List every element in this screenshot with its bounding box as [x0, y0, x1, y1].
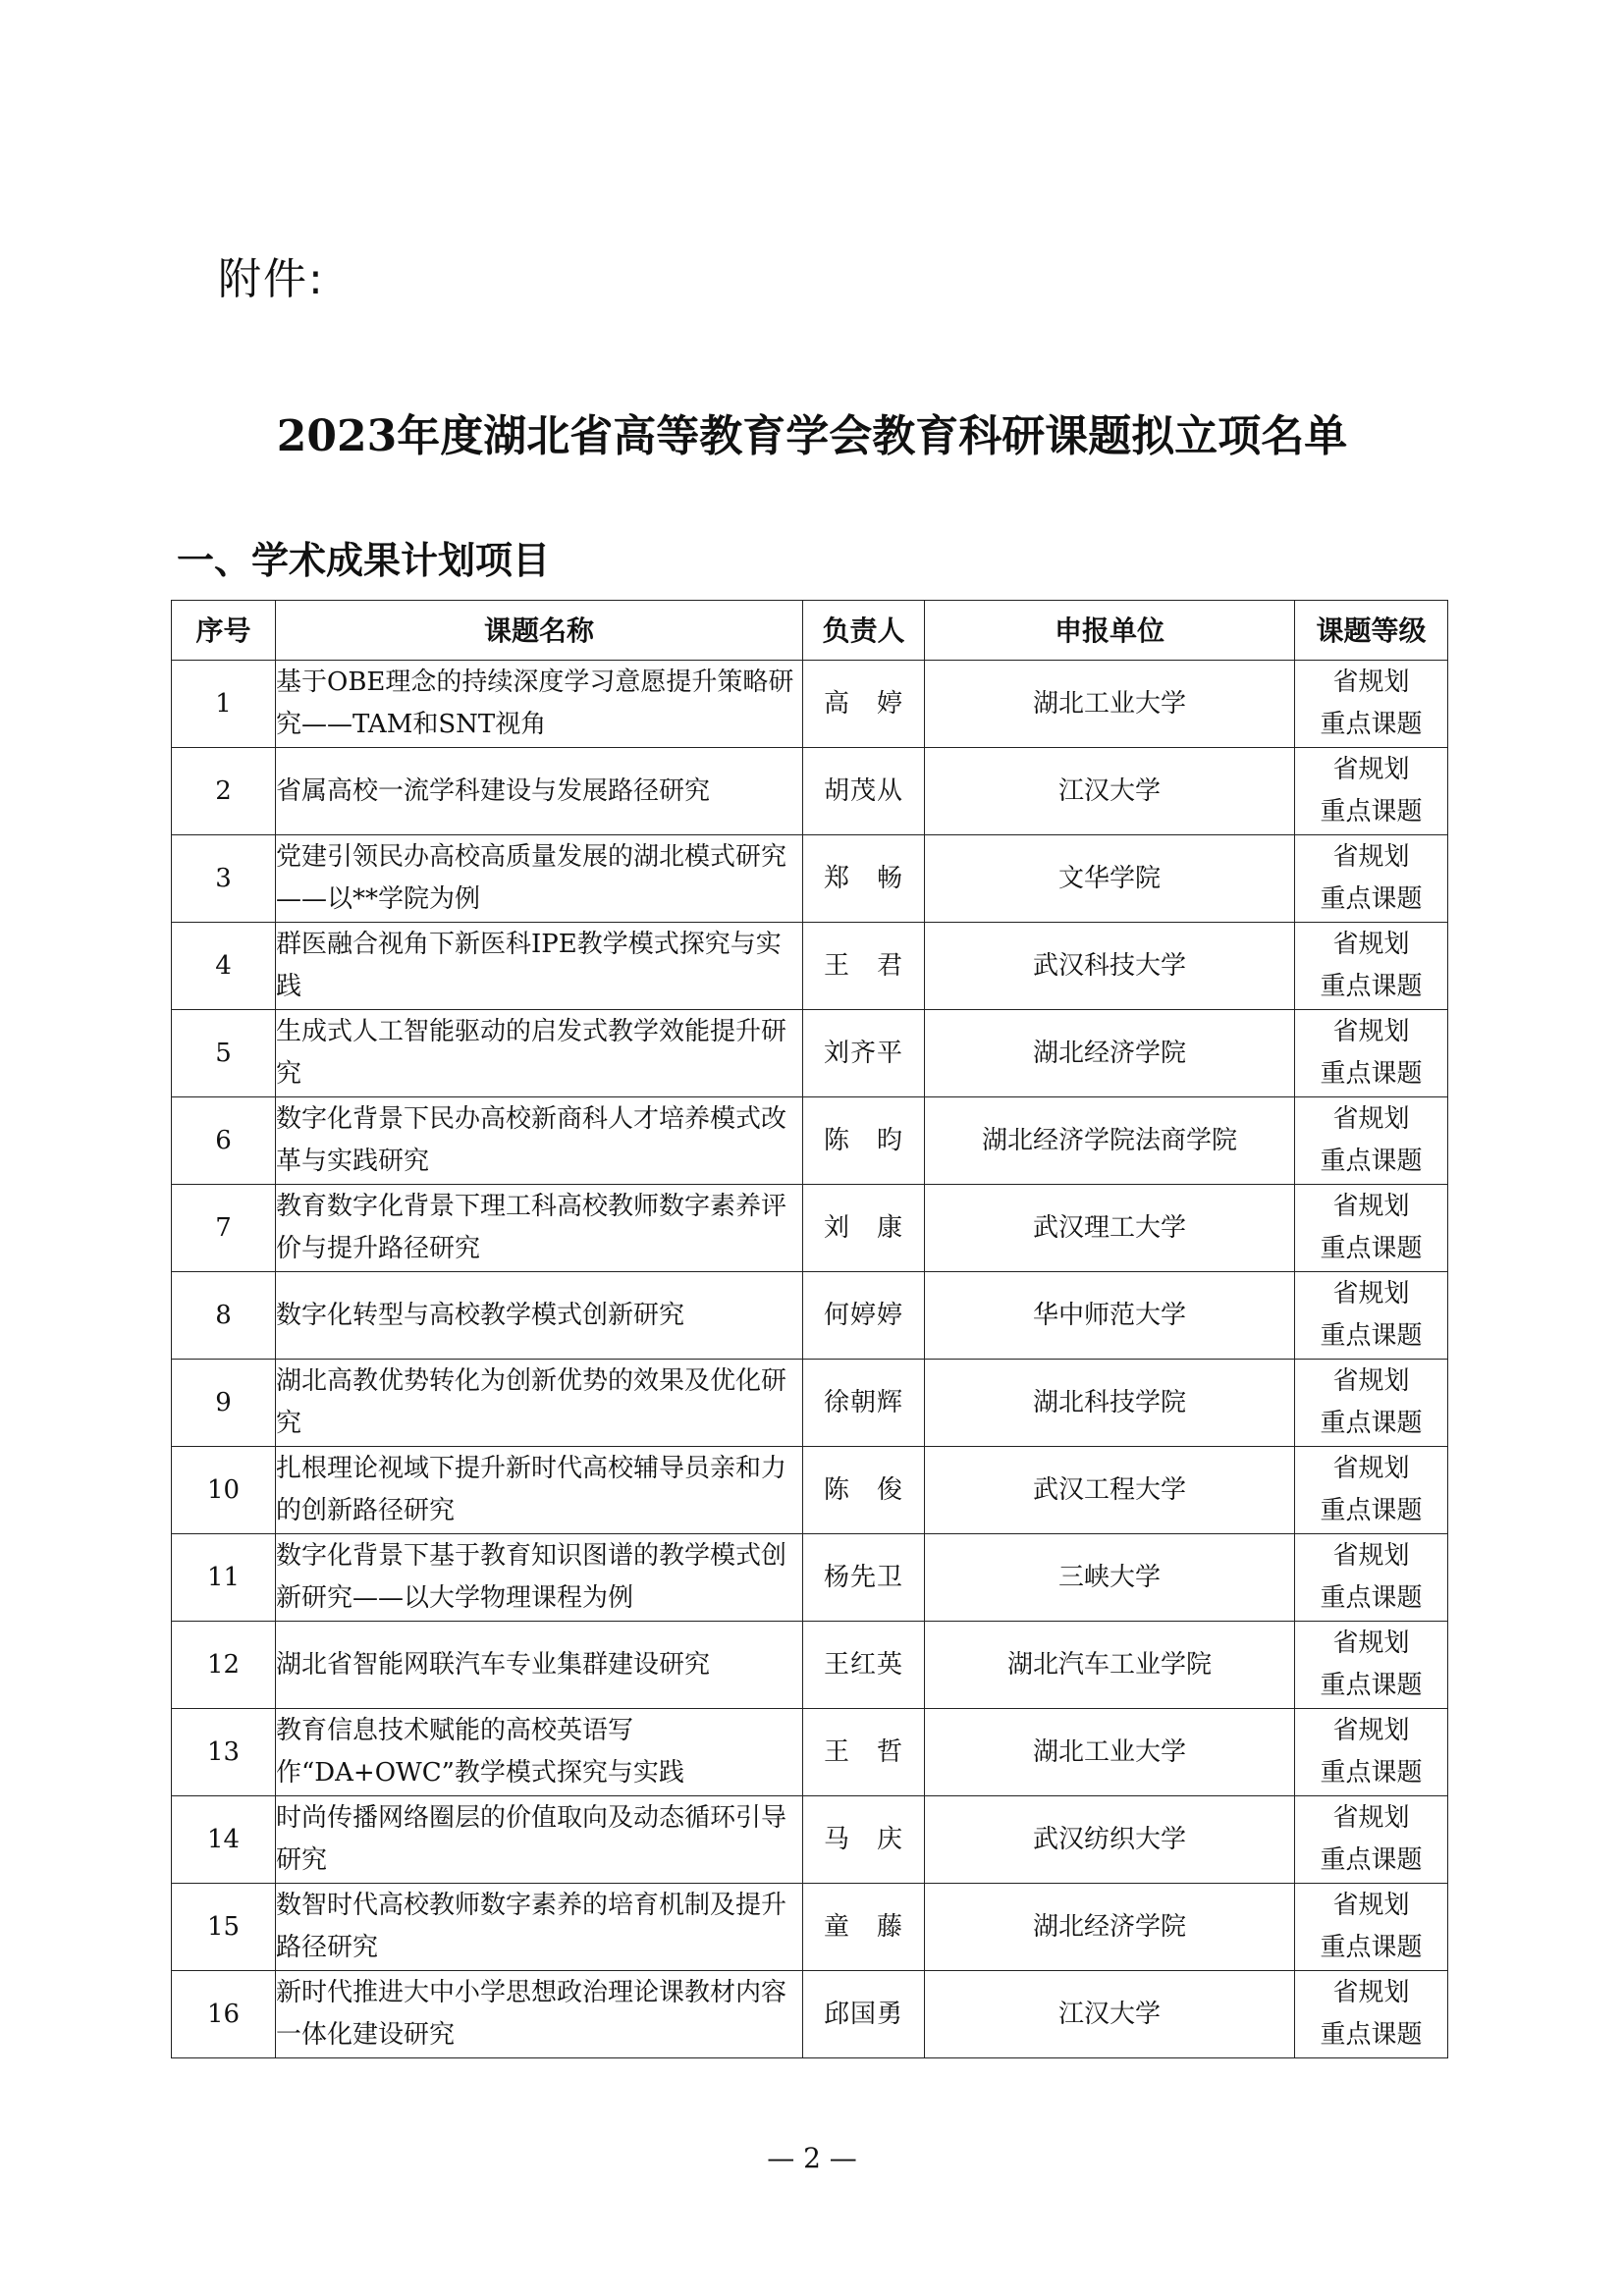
level-line2: 重点课题	[1320, 1671, 1423, 1700]
header-leader: 负责人	[803, 601, 925, 661]
row-unit: 湖北工业大学	[925, 661, 1295, 748]
row-level	[1295, 923, 1448, 1010]
level-line1: 省规划	[1332, 1803, 1410, 1833]
table-row	[172, 1971, 1448, 2058]
row-number: 6	[172, 1097, 276, 1185]
row-title: 生成式人工智能驱动的启发式教学效能提升研究	[276, 1010, 803, 1097]
row-leader: 何婷婷	[803, 1272, 925, 1360]
table-row	[172, 1884, 1448, 1971]
row-title: 省属高校一流学科建设与发展路径研究	[276, 748, 803, 835]
row-unit: 湖北经济学院	[925, 1010, 1295, 1097]
row-level	[1295, 1010, 1448, 1097]
table-row	[172, 835, 1448, 923]
level-line2: 重点课题	[1320, 884, 1423, 914]
level-line2: 重点课题	[1320, 2020, 1423, 2050]
page-number: — 2 —	[767, 2142, 857, 2174]
row-level	[1295, 1622, 1448, 1709]
row-leader: 高 婷	[803, 661, 925, 748]
row-leader: 王 哲	[803, 1709, 925, 1796]
level-line2: 重点课题	[1320, 710, 1423, 739]
row-leader: 王 君	[803, 923, 925, 1010]
level-line1: 省规划	[1332, 1891, 1410, 1920]
level-line1: 省规划	[1332, 1629, 1410, 1658]
row-leader: 杨先卫	[803, 1534, 925, 1622]
row-number: 1	[172, 661, 276, 748]
level-line1: 省规划	[1332, 1978, 1410, 2007]
level-line2: 重点课题	[1320, 1321, 1423, 1351]
row-leader: 陈 昀	[803, 1097, 925, 1185]
row-level	[1295, 1360, 1448, 1447]
row-level	[1295, 748, 1448, 835]
row-title: 扎根理论视域下提升新时代高校辅导员亲和力的创新路径研究	[276, 1447, 803, 1534]
row-leader: 刘 康	[803, 1185, 925, 1272]
level-line1: 省规划	[1332, 930, 1410, 959]
row-level	[1295, 835, 1448, 923]
row-level	[1295, 1272, 1448, 1360]
row-leader: 徐朝辉	[803, 1360, 925, 1447]
table-row	[172, 923, 1448, 1010]
row-title: 数字化背景下基于教育知识图谱的教学模式创新研究——以大学物理课程为例	[276, 1534, 803, 1622]
row-leader: 童 藤	[803, 1884, 925, 1971]
table-row	[172, 1097, 1448, 1185]
row-unit: 湖北汽车工业学院	[925, 1622, 1295, 1709]
table-row	[172, 1447, 1448, 1534]
level-line2: 重点课题	[1320, 1583, 1423, 1613]
level-line1: 省规划	[1332, 1104, 1410, 1134]
level-line2: 重点课题	[1320, 972, 1423, 1001]
row-title: 湖北高教优势转化为创新优势的效果及优化研究	[276, 1360, 803, 1447]
row-number: 16	[172, 1971, 276, 2058]
table-row	[172, 1796, 1448, 1884]
row-number: 4	[172, 923, 276, 1010]
row-unit: 武汉工程大学	[925, 1447, 1295, 1534]
header-level: 课题等级	[1295, 601, 1448, 661]
row-title: 教育数字化背景下理工科高校教师数字素养评价与提升路径研究	[276, 1185, 803, 1272]
row-title: 党建引领民办高校高质量发展的湖北模式研究——以**学院为例	[276, 835, 803, 923]
row-number: 11	[172, 1534, 276, 1622]
row-number: 15	[172, 1884, 276, 1971]
row-unit: 武汉纺织大学	[925, 1796, 1295, 1884]
table-header-row	[172, 601, 1448, 661]
row-unit: 湖北工业大学	[925, 1709, 1295, 1796]
row-leader: 陈 俊	[803, 1447, 925, 1534]
row-unit: 湖北科技学院	[925, 1360, 1295, 1447]
section-heading: 一、学术成果计划项目	[177, 539, 551, 582]
row-leader: 刘齐平	[803, 1010, 925, 1097]
level-line2: 重点课题	[1320, 1496, 1423, 1525]
table-row	[172, 1272, 1448, 1360]
level-line1: 省规划	[1332, 842, 1410, 872]
table-row	[172, 1709, 1448, 1796]
header-title: 课题名称	[276, 601, 803, 661]
row-unit: 武汉理工大学	[925, 1185, 1295, 1272]
header-unit: 申报单位	[925, 601, 1295, 661]
header-number: 序号	[172, 601, 276, 661]
level-line2: 重点课题	[1320, 797, 1423, 827]
row-number: 8	[172, 1272, 276, 1360]
level-line1: 省规划	[1332, 1279, 1410, 1308]
level-line1: 省规划	[1332, 1454, 1410, 1483]
row-unit: 文华学院	[925, 835, 1295, 923]
document-title: 2023年度湖北省高等教育学会教育科研课题拟立项名单	[276, 411, 1348, 461]
row-leader: 邱国勇	[803, 1971, 925, 2058]
level-line2: 重点课题	[1320, 1845, 1423, 1875]
level-line1: 省规划	[1332, 1017, 1410, 1046]
row-level	[1295, 1796, 1448, 1884]
row-unit: 湖北经济学院法商学院	[925, 1097, 1295, 1185]
row-unit: 湖北经济学院	[925, 1884, 1295, 1971]
row-level	[1295, 1971, 1448, 2058]
row-level	[1295, 1534, 1448, 1622]
table-row	[172, 1360, 1448, 1447]
row-level	[1295, 661, 1448, 748]
row-number: 9	[172, 1360, 276, 1447]
row-level	[1295, 1447, 1448, 1534]
row-title: 群医融合视角下新医科IPE教学模式探究与实践	[276, 923, 803, 1010]
table-row	[172, 1185, 1448, 1272]
row-level	[1295, 1097, 1448, 1185]
level-line1: 省规划	[1332, 1366, 1410, 1396]
row-title: 数字化背景下民办高校新商科人才培养模式改革与实践研究	[276, 1097, 803, 1185]
row-number: 12	[172, 1622, 276, 1709]
row-level	[1295, 1709, 1448, 1796]
row-number: 10	[172, 1447, 276, 1534]
row-title: 教育信息技术赋能的高校英语写作“DA+OWC”教学模式探究与实践	[276, 1709, 803, 1796]
row-level	[1295, 1185, 1448, 1272]
table-row	[172, 661, 1448, 748]
level-line2: 重点课题	[1320, 1933, 1423, 1962]
level-line1: 省规划	[1332, 755, 1410, 784]
row-leader: 胡茂从	[803, 748, 925, 835]
table-row	[172, 748, 1448, 835]
row-number: 2	[172, 748, 276, 835]
row-number: 7	[172, 1185, 276, 1272]
level-line2: 重点课题	[1320, 1409, 1423, 1438]
row-unit: 三峡大学	[925, 1534, 1295, 1622]
row-leader: 王红英	[803, 1622, 925, 1709]
level-line1: 省规划	[1332, 1541, 1410, 1571]
table-row	[172, 1534, 1448, 1622]
row-number: 14	[172, 1796, 276, 1884]
row-title: 新时代推进大中小学思想政治理论课教材内容一体化建设研究	[276, 1971, 803, 2058]
row-unit: 武汉科技大学	[925, 923, 1295, 1010]
row-number: 3	[172, 835, 276, 923]
row-title: 数字化转型与高校教学模式创新研究	[276, 1272, 803, 1360]
row-unit: 江汉大学	[925, 748, 1295, 835]
level-line2: 重点课题	[1320, 1147, 1423, 1176]
table-row	[172, 1010, 1448, 1097]
level-line1: 省规划	[1332, 1716, 1410, 1745]
row-number: 5	[172, 1010, 276, 1097]
project-table	[171, 600, 1448, 2058]
row-title: 基于OBE理念的持续深度学习意愿提升策略研究——TAM和SNT视角	[276, 661, 803, 748]
level-line2: 重点课题	[1320, 1234, 1423, 1263]
row-title: 数智时代高校教师数字素养的培育机制及提升路径研究	[276, 1884, 803, 1971]
row-unit: 江汉大学	[925, 1971, 1295, 2058]
table-row	[172, 1622, 1448, 1709]
row-title: 湖北省智能网联汽车专业集群建设研究	[276, 1622, 803, 1709]
level-line1: 省规划	[1332, 1192, 1410, 1221]
row-leader: 马 庆	[803, 1796, 925, 1884]
level-line2: 重点课题	[1320, 1059, 1423, 1089]
level-line2: 重点课题	[1320, 1758, 1423, 1788]
level-line1: 省规划	[1332, 667, 1410, 697]
row-number: 13	[172, 1709, 276, 1796]
row-title: 时尚传播网络圈层的价值取向及动态循环引导研究	[276, 1796, 803, 1884]
row-level	[1295, 1884, 1448, 1971]
row-unit: 华中师范大学	[925, 1272, 1295, 1360]
row-leader: 郑 畅	[803, 835, 925, 923]
attachment-label: 附件:	[218, 254, 325, 304]
